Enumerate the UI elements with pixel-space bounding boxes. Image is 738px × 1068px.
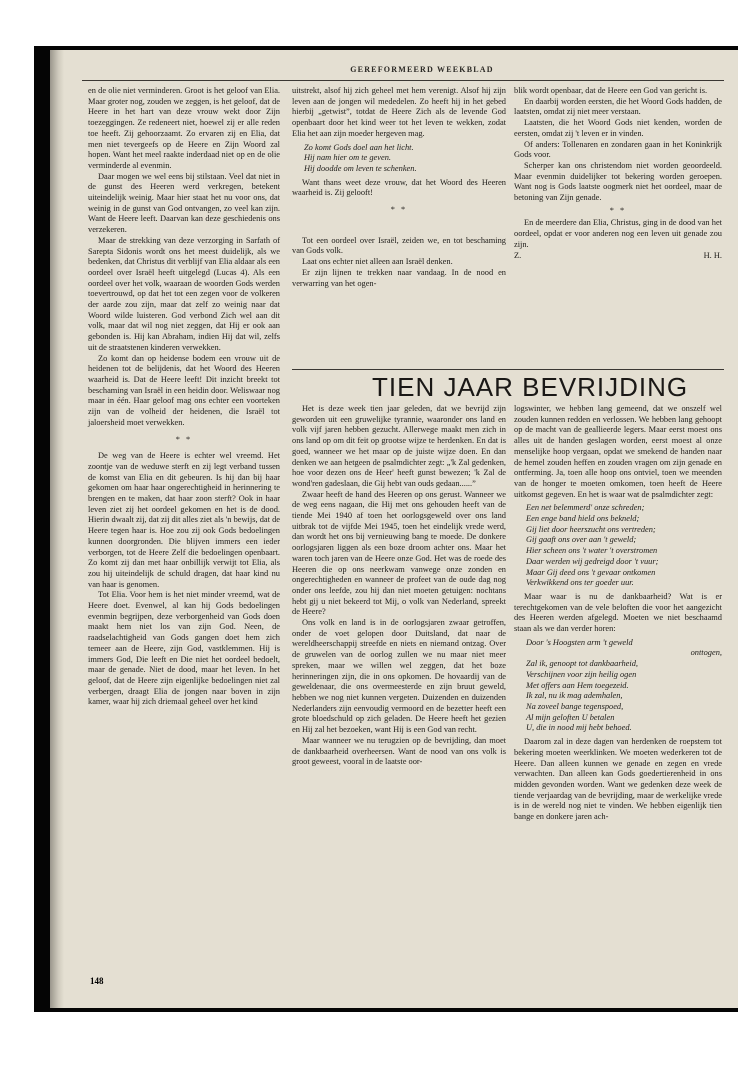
verse-line: Maar Gij deed ons 't gevaar ontkomen	[526, 567, 656, 577]
signature-initial: Z.	[514, 250, 522, 260]
psalm-verse-1	[514, 503, 722, 589]
masthead-rule	[82, 80, 724, 81]
verse-line: Zo komt Gods doel aan het licht.	[304, 142, 414, 152]
section-separator: * *	[609, 205, 627, 215]
col3-paragraph: Of anders: Tollenaren en zondaren gaan in het Koninkrijk Gods voor.	[514, 139, 722, 160]
col5-paragraph: Maar waar is nu de dankbaarheid? Wat is er terechtgekomen van de vele beloften die voor het aangezicht des Heeren werden afgelegd. Moeten we niet beschaamd staan als we dan verder horen:	[514, 591, 722, 634]
verse-line: Een net belemmerd' onze schreden;	[526, 503, 645, 513]
signature-author: H. H.	[703, 250, 722, 260]
verse-line: U, die in nood mij hebt behoed.	[526, 723, 632, 733]
col4-paragraph: Zwaar heeft de hand des Heeren op ons gerust. Wanneer we de weg eens nagaan, die Hij met ons gehouden heeft van de tiende Mei 1940 af toen het oorlogsgeweld over ons land uitbrak tot de vijfde Mei 1945, toen het eindelijk vrede werd, dan wordt het ons bij vernieuwing bang te moede. De donkere oorlogsjaren liggen als een boze droom achter ons. Maar het waren toch jaren van de Heere onze God. Het was de roede des Heeren die op ons neerkwam vanwege onze zonden en ongerechtigheden en wanneer de profeet van de oude dag nog onder ons leefde, zou hij dan niet moeten getuigen: nochtans hebt gij u niet bekeerd tot Mij, o volk van Nederland, spreekt de Heere?	[292, 489, 506, 617]
col3-paragraph: blik wordt openbaar, dat de Heere een God van gericht is.	[514, 86, 708, 95]
article-signature	[514, 251, 722, 262]
verse-line: Daar werden wij gedreigd door 't vuur;	[526, 556, 659, 566]
verse-line: Gij gaaft ons over aan 't geweld;	[526, 535, 637, 545]
verse-line: Hier scheen ons 't water 't overstromen	[526, 546, 658, 556]
verse-line: Met offers aan Hem toegezeid.	[526, 680, 629, 690]
verse-line: Al mijn geloften U betalen	[526, 712, 615, 722]
col1-paragraph: en de olie niet verminderen. Groot is het geloof van Elia. Maar groter nog, zouden we zeggen, is het geloof, dat de Heere in het hart van deze vrouw wekt door Zijn toezeggingen. Ze redeneert niet, hoewel zij er alle reden toe heeft. Zij gehoorzaamt. Zo ervaren zij en Elia, dat men niet tevergeefs op de Heere en Zijn Woord zal hopen. Want het meel raakte inderdaad niet op en de olie verminderde al evenmin.	[88, 86, 280, 170]
column-4	[292, 404, 506, 768]
verse-line: Hij doodde om leven te schenken.	[304, 163, 417, 173]
section-separator: * *	[175, 434, 193, 444]
verse-line: Verschijnen voor zijn heilig ogen	[526, 669, 637, 679]
psalm-verse-2	[514, 638, 722, 734]
col2-paragraph: Tot een oordeel over Israël, zeiden we, en tot beschaming van Gods volk.	[292, 235, 506, 256]
verse-line: Gij liet door heerszucht ons vertreden;	[526, 524, 656, 534]
article-headline: TIEN JAAR BEVRIJDING	[372, 372, 689, 402]
column-3	[514, 86, 722, 261]
page-number: 148	[90, 976, 104, 986]
verse-line: onttogen,	[690, 648, 722, 658]
masthead: GEREFORMEERD WEEKBLAD	[350, 65, 494, 74]
verse-line: Door 's Hoogsten arm 't geweld	[526, 637, 633, 647]
verse-line: Zal ik, genoopt tot dankbaarheid,	[526, 659, 638, 669]
col3-paragraph: Laatsten, die het Woord Gods niet kenden, worden de eersten, omdat zij 't leven er in vinden.	[514, 118, 722, 138]
col3-paragraph: En daarbij worden eersten, die het Woord Gods hadden, de laatsten, omdat zij niet meer verstaan.	[514, 96, 722, 117]
section-separator: * *	[390, 205, 408, 215]
col3-paragraph: En de meerdere dan Elia, Christus, ging in de dood van het oordeel, opdat er voor anderen nog een leven uit genade zou zijn.	[514, 218, 722, 249]
verse-line: Ik zal, nu ik mag ademhalen,	[526, 691, 623, 701]
col2-paragraph: Want thans weet deze vrouw, dat het Woord des Heeren waarheid is. Zij gelooft!	[292, 177, 506, 198]
col1-paragraph: Maar de strekking van deze verzorging in Sarfath of Sarepta Sidonis wordt ons het meest duidelijk, als we bedenken, dat Christus dit verblijf van Elia aldaar als een oordeel over Israël heeft uitgelegd (Lucas 4). Als een oordeel over het volk, waaraan de woorden Gods werden toevertrouwd, op dat het tot een zegen voor de volkeren der aarde zou zijn, maar dat zelf zo weinig naar dat Woord wilde luisteren. God verbond Zich wel aan dit volk, maar dat wil nog niet zeggen, dat Hij er ook aan gebonden is. Hij kan Abraham, indien Hij dat wil, zelfs uit de straatstenen kinderen verwekken.	[88, 235, 280, 352]
column-2	[292, 86, 506, 289]
col2-verse	[292, 143, 506, 175]
verse-line: Een enge band hield ons bekneld;	[526, 514, 640, 524]
col1-paragraph: Daar mogen we wel eens bij stilstaan. Veel dat niet in de gunst des Heeren werd verkregen, betekent uiteindelijk weinig. Maar hier staat het nu voor ons, dat weinig in de gunst van God ontvangen, zo veel kan zijn. Want de Heere leeft. Daarvan kan deze geschiedenis ons verzekeren.	[88, 171, 280, 235]
col5-paragraph: Daarom zal in deze dagen van herdenken de roepstem tot bekering moeten weerklinken. We moeten wederkeren tot de Heere. Dan alleen kunnen we genade en zegen en vrede verwachten. Dan alleen kan Gods goedertierenheid in ons midden gevonden worden. Want we gedenken deze week de tiende verjaardag van de bevrijding, maar de werkelijke vrede is in de wereld nog niet te vinden. We hebben eigenlijk tien bange en donkere jaren ach-	[514, 737, 722, 822]
col1-paragraph: De weg van de Heere is echter wel vreemd. Het zoontje van de weduwe sterft en zij legt verband tussen de komst van Elia en dit gebeuren. Is hij dan bij haar gekomen om haar haar ongerechtigheid in herinnering te brengen en te maken, dat haar zoon sterft? Ook in haar leven ziet zij het oordeel gekomen en het is de dood. Hierin dwaalt zij, dat zij dit alles ziet als 'n bewijs, dat de Heere tegen haar is. Hoe zou zij ook Gods bedoelingen kunnen doorgronden. Die blijven immers een ieder verborgen, tot de Heere Zelf die bedoelingen openbaart. Zo komt zij dan met haar onbillijk verwijt tot Elia, als zou hij uiteindelijk de schuld dragen, dat haar kind nu van haar is genomen.	[88, 451, 280, 589]
col1-paragraph: Tot Elia. Voor hem is het niet minder vreemd, wat de Heere doet. Evenwel, al kan hij Gods bedoelingen evenmin begrijpen, deze verborgenheid van Gods doen maakt hem niet los van zijn God. Neen, de raadselachtigheid van Gods gangen doet hem zich temeer aan de Heere, zijn God, vastklemmen. Hij is immers God, Die leeft en Die niet het oordeel bedoelt, maar de genade. Niet de dood, maar het leven. In het geloof, dat de Heere zijn eigenlijke bedoelingen niet zal verbergen, draagt Elia de jongen naar boven in zijn kamer, waar hij zich driemaal geheel over het kind	[88, 590, 280, 707]
col4-paragraph: Ons volk en land is in de oorlogsjaren zwaar getroffen, onder de voet gelopen door Duitsland, dat naar de wereldheerschappij streefde en niets en niemand ontzag. Over de gruwelen van de oorlog zullen we nu maar niet meer spreken, maar we willen wel zeggen, dat het boze herinneringen zijn, die in ons opkomen. De hovaardij van de geweldenaar, die ons overmeesterde en zijn bruut geweld, hebben we nog niet kunnen vergeten. Duizenden en duizenden Nederlanders zijn eenvoudig vermoord en de bezetter heeft een grote bloedschuld op zich geladen. De Heere heeft het gezien en Hij zal het bezoeken, want Hij is een God van recht.	[292, 618, 506, 735]
col3-paragraph: Scherper kan ons christendom niet worden geoordeeld. Maar evenmin duidelijker tot bekering worden geroepen. Want nog is Gods laatste oogmerk niet het oordeel, maar de betoning van Zijn genade.	[514, 160, 722, 203]
verse-line: Na zoveel bange tegenspoed,	[526, 701, 624, 711]
col5-paragraph: logswinter, we hebben lang gemeend, dat we onszelf wel zouden kunnen redden en verlossen. We hebben lang gehoopt op de macht van de geallieerde legers. Maar eerst moest ons alles uit de handen geslagen worden, eerst moest al onze menselijke hoop vergaan, opdat we smekend de handen naar de hemel zouden heffen en zouden vragen om zijn genade en ontferming. Ja, toen alle hoop ons ontviel, toen we meenden van de honger te moeten omkomen, toen heeft de Heere uitkomst gegeven. En het is waar wat de psalmdichter zegt:	[514, 404, 722, 499]
page-gutter	[50, 50, 64, 1008]
column-1	[88, 86, 280, 708]
verse-line: Verkwikkend ons ter goeder uur.	[526, 578, 634, 588]
verse-line: Hij nam hier om te geven.	[304, 153, 391, 163]
column-5	[514, 404, 722, 823]
col2-paragraph: Laat ons echter niet alleen aan Israël denken.	[302, 257, 453, 267]
col1-paragraph: Zo komt dan op heidense bodem een vrouw uit de heidenen tot de belijdenis, dat het Woord des Heeren waarheid is. Dat de Heere leeft! Dit inzicht breekt tot beschaming van Israël in een heidin door. Weliswaar nog maar in één. Haar geloof mag ons echter een voorteken zijn van de volheid der heidenen, die Israël tot jaloersheid moet verwekken.	[88, 353, 280, 427]
col2-paragraph: Er zijn lijnen te trekken naar vandaag. In de nood en verwarring van het ogen-	[292, 267, 506, 288]
col2-paragraph: uitstrekt, alsof hij zich geheel met hem verenigt. Alsof hij zijn leven aan de jongen wil mededelen. Zo heeft hij in het gebed hierbij „getwist”, totdat de Heere Zich als de levende God openbaart door het kind weer tot het leven te wekken, zodat Elia het aan zijn moeder hergeven mag.	[292, 86, 506, 138]
article-separator-rule	[292, 369, 724, 370]
col4-paragraph: Het is deze week tien jaar geleden, dat we bevrijd zijn geworden uit een gruwelijke tyrannie, waaronder ons land en volk vijf jaren hebben gezucht. Allerwege maakt men zich in ons land op om dit feit op grootse wijze te herdenken. En dat is goed, wanneer we het maar op de juiste wijze doen. En dan denken we aan hetgeen de psalmdichter zegt: „'k Zal gedenken, hoe voor dezen ons de Heer' heeft gunst bewezen; 'k Zal de wond'ren gadeslaan, die Gij hebt van ouds gedaan......”	[292, 404, 506, 488]
col4-paragraph: Maar wanneer we nu terugzien op de bevrijding, dan moet de dankbaarheid overheersen. Want de nood van ons volk is groot geweest, vooral in de laatste oor-	[292, 735, 506, 767]
